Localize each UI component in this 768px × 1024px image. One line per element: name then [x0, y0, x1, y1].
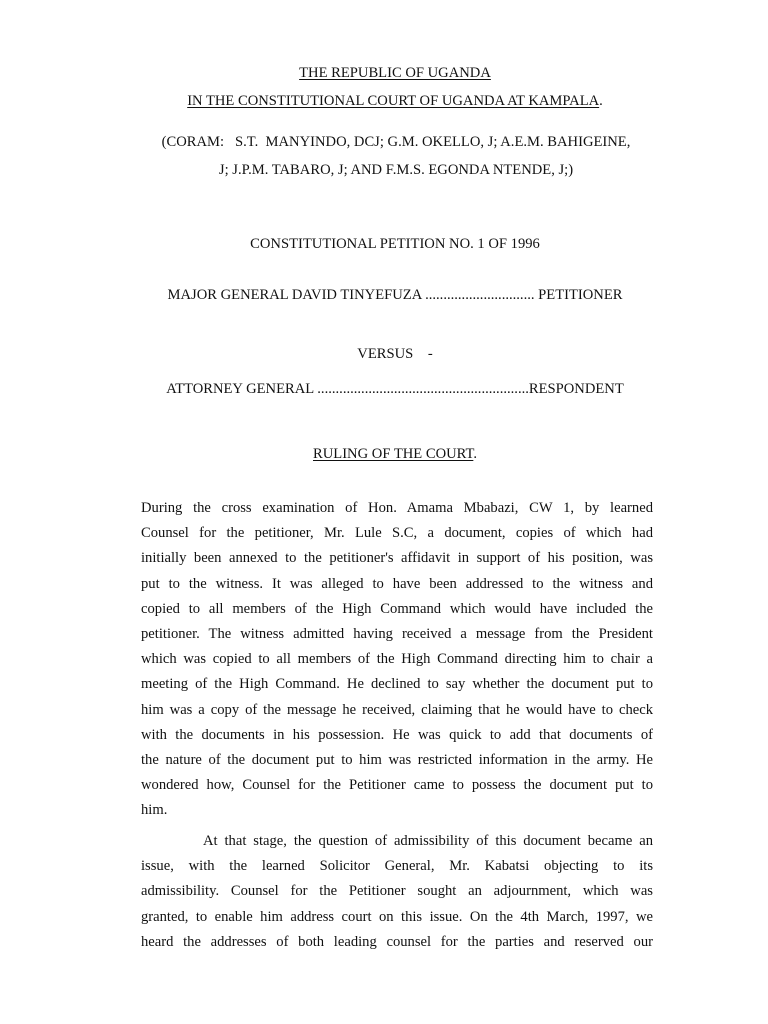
respondent-line-text: ATTORNEY GENERAL ..........................................................RESPONDENT	[166, 381, 624, 397]
paragraph-1	[141, 496, 653, 823]
coram-block	[140, 128, 652, 184]
republic-heading	[0, 64, 768, 82]
paragraph-line: Counsel for the petitioner, Mr. Lule S.C, a document, copies of which had	[141, 525, 653, 542]
paragraph-line: copied to all members of the High Command which would have included the	[141, 600, 653, 617]
petitioner-line-text: MAJOR GENERAL DAVID TINYEFUZA .............................. PETITIONER	[167, 287, 623, 303]
paragraph-line: issue, with the learned Solicitor General, Mr. Kabatsi objecting to its	[141, 858, 653, 875]
ruling-title-text: RULING OF THE COURT	[313, 446, 474, 462]
paragraph-2	[141, 829, 653, 955]
coram-line-2: J; J.P.M. TABARO, J; AND F.M.S. EGONDA NTENDE, J;)	[218, 162, 574, 178]
petition-number	[0, 235, 768, 253]
court-heading	[0, 92, 768, 110]
paragraph-line: wondered how, Counsel for the Petitioner came to possess the document put to	[141, 777, 653, 794]
paragraph-line: him was a copy of the message he received, claiming that he would have to check	[141, 701, 653, 718]
ruling-title	[0, 445, 768, 463]
paragraph-line: him.	[141, 802, 168, 819]
paragraph-line: meeting of the High Command. He declined to say whether the document put to	[141, 676, 653, 693]
court-heading-suffix: .	[599, 93, 603, 109]
paragraph-line: with the documents in his possession. He was quick to add that documents of	[141, 726, 653, 743]
paragraph-line: During the cross examination of Hon. Amama Mbabazi, CW 1, by learned	[141, 500, 653, 516]
respondent-line	[0, 380, 768, 398]
petition-number-text: CONSTITUTIONAL PETITION NO. 1 OF 1996	[250, 236, 540, 252]
paragraph-line: admissibility. Counsel for the Petitioner sought an adjournment, which was	[141, 883, 653, 900]
paragraph-line: which was copied to all members of the High Command directing him to chair a	[141, 651, 653, 668]
paragraph-line: petitioner. The witness admitted having received a message from the President	[141, 625, 653, 642]
paragraph-line: granted, to enable him address court on this issue. On the 4th March, 1997, we	[141, 908, 653, 925]
paragraph-line: initially been annexed to the petitioner's affidavit in support of his position, was	[141, 550, 653, 567]
paragraph-line: heard the addresses of both leading counsel for the parties and reserved our	[141, 933, 653, 950]
petitioner-line	[0, 286, 768, 304]
paragraph-line: At that stage, the question of admissibility of this document became an	[203, 833, 653, 849]
paragraph-line: put to the witness. It was alleged to have been addressed to the witness and	[141, 575, 653, 592]
ruling-title-suffix: .	[473, 446, 477, 462]
republic-heading-text: THE REPUBLIC OF UGANDA	[299, 65, 491, 81]
versus-line-text: VERSUS -	[357, 346, 433, 362]
paragraph-line: the nature of the document put to him was restricted information in the army. He	[141, 751, 653, 768]
versus-line	[0, 345, 768, 363]
court-heading-text: IN THE CONSTITUTIONAL COURT OF UGANDA AT KAMPALA	[187, 93, 600, 109]
coram-line-1: (CORAM: S.T. MANYINDO, DCJ; G.M. OKELLO, J; A.E.M. BAHIGEINE,	[161, 134, 631, 150]
